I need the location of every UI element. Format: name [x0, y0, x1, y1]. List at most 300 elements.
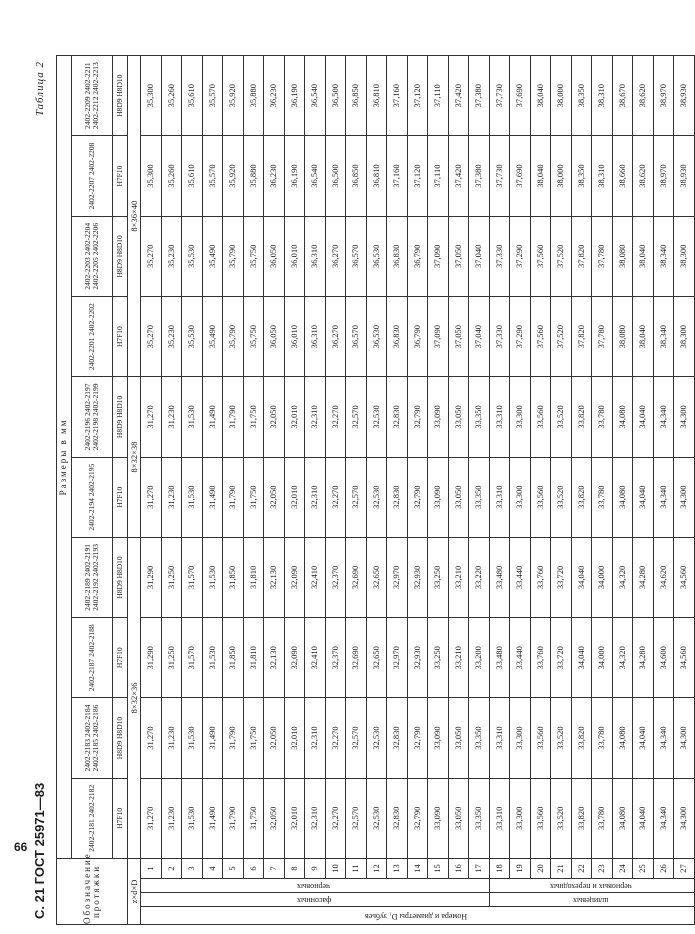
diameter-cell: 35,880 — [243, 56, 264, 136]
tooth-number: 6 — [243, 858, 264, 878]
diameter-cell: 33,440 — [510, 618, 531, 698]
diameter-cell: 38,300 — [674, 216, 695, 296]
broach-code-5: 2402-2194 2402-2195 — [72, 457, 113, 537]
diameter-cell: 31,790 — [223, 377, 244, 457]
diameter-cell: 33,350 — [469, 457, 490, 537]
group-3: 8×36×40 — [128, 56, 141, 377]
diameter-cell: 38,000 — [551, 56, 572, 136]
diameter-cell: 32,930 — [407, 537, 428, 617]
diameter-cell: 33,480 — [489, 537, 510, 617]
shaped-label: фасонных — [141, 893, 490, 907]
diameter-cell: 35,920 — [223, 56, 244, 136]
diameter-cell: 32,010 — [284, 457, 305, 537]
table-row — [407, 56, 428, 925]
diameter-cell: 38,040 — [633, 216, 654, 296]
diameter-cell: 35,610 — [182, 136, 203, 216]
tolerance-7: H7F10 — [113, 296, 128, 376]
tooth-number: 20 — [530, 858, 551, 878]
diameter-cell: 37,330 — [489, 296, 510, 376]
diameter-cell: 34,340 — [653, 778, 674, 858]
diameter-cell: 32,830 — [387, 698, 408, 778]
diameter-cell: 35,570 — [202, 56, 223, 136]
tooth-number: 24 — [612, 858, 633, 878]
diameter-cell: 31,290 — [141, 618, 162, 698]
diameter-cell: 32,530 — [366, 457, 387, 537]
diameter-cell: 33,780 — [592, 457, 613, 537]
diameter-cell: 33,760 — [530, 537, 551, 617]
diameter-cell: 32,530 — [366, 377, 387, 457]
diameter-cell: 31,230 — [161, 698, 182, 778]
table-row — [674, 56, 695, 925]
diameter-cell: 31,790 — [223, 778, 244, 858]
diameter-cell: 36,570 — [346, 296, 367, 376]
broach-code-7: 2402-2201 2402-2202 — [72, 296, 113, 376]
diameter-cell: 36,310 — [305, 296, 326, 376]
diameter-cell: 37,110 — [428, 136, 449, 216]
diameter-cell: 31,270 — [141, 698, 162, 778]
diameter-cell: 36,530 — [366, 216, 387, 296]
table-row — [305, 56, 326, 925]
broach-code-3: 2402-2187 2402-2188 — [72, 618, 113, 698]
diameter-cell: 36,850 — [346, 136, 367, 216]
diameter-cell: 35,610 — [182, 56, 203, 136]
diameter-cell: 33,350 — [469, 377, 490, 457]
diameter-cell: 38,970 — [653, 136, 674, 216]
diameter-cell: 33,090 — [428, 698, 449, 778]
diameter-cell: 31,810 — [243, 618, 264, 698]
diameter-cell: 38,930 — [674, 136, 695, 216]
diameter-cell: 36,190 — [284, 136, 305, 216]
diameter-cell: 32,010 — [284, 778, 305, 858]
diameter-cell: 33,780 — [592, 698, 613, 778]
diameter-cell: 34,320 — [612, 618, 633, 698]
diameter-cell: 33,820 — [571, 698, 592, 778]
tolerance-1: H7F10 — [113, 778, 128, 858]
table-body — [141, 56, 695, 925]
diameter-cell: 33,520 — [551, 698, 572, 778]
diameter-cell: 38,310 — [592, 136, 613, 216]
diameter-cell: 33,210 — [448, 537, 469, 617]
diameter-cell: 32,270 — [325, 698, 346, 778]
diameter-cell: 32,130 — [264, 537, 285, 617]
diameter-cell: 37,780 — [592, 296, 613, 376]
broach-code-4: 2402-2189 2402-2191 2402-2192 2402-2193 — [72, 537, 113, 617]
diameter-cell: 33,310 — [489, 778, 510, 858]
diameter-cell: 32,790 — [407, 778, 428, 858]
diameter-cell: 31,530 — [182, 698, 203, 778]
diameter-cell: 31,810 — [243, 537, 264, 617]
broach-code-6: 2402-2196 2402-2197 2402-2198 2402-2199 — [72, 377, 113, 457]
diameter-cell: 33,300 — [510, 698, 531, 778]
diameter-cell: 31,250 — [161, 537, 182, 617]
diameter-cell: 34,000 — [592, 618, 613, 698]
diameter-cell: 34,040 — [571, 537, 592, 617]
diameter-cell: 38,670 — [612, 56, 633, 136]
diameter-cell: 33,090 — [428, 377, 449, 457]
diameter-cell: 33,050 — [448, 377, 469, 457]
diameter-cell: 37,290 — [510, 296, 531, 376]
diameter-cell: 32,270 — [325, 377, 346, 457]
diameter-cell: 36,500 — [325, 56, 346, 136]
diameter-cell: 33,480 — [489, 618, 510, 698]
diameter-cell: 32,370 — [325, 537, 346, 617]
table-row — [469, 56, 490, 925]
diameter-cell: 35,920 — [223, 136, 244, 216]
diameter-cell: 36,830 — [387, 216, 408, 296]
tooth-number: 8 — [284, 858, 305, 878]
diameter-cell: 33,300 — [510, 457, 531, 537]
zxdxD-label: z×d×D — [128, 858, 141, 924]
diameter-cell: 37,090 — [428, 296, 449, 376]
diameter-cell: 36,500 — [325, 136, 346, 216]
table-row — [612, 56, 633, 925]
diameter-cell: 32,970 — [387, 618, 408, 698]
diameter-cell: 37,520 — [551, 296, 572, 376]
diameter-cell: 31,490 — [202, 778, 223, 858]
diameter-cell: 34,280 — [633, 537, 654, 617]
diameter-cell: 33,050 — [448, 698, 469, 778]
diameter-cell: 33,250 — [428, 537, 449, 617]
diameter-cell: 31,530 — [182, 377, 203, 457]
diameter-cell: 33,210 — [448, 618, 469, 698]
diameter-cell: 32,270 — [325, 457, 346, 537]
tooth-number: 18 — [489, 858, 510, 878]
diameter-cell: 37,820 — [571, 216, 592, 296]
diameter-cell: 32,650 — [366, 537, 387, 617]
diameter-cell: 35,880 — [243, 136, 264, 216]
diameter-cell: 38,080 — [612, 216, 633, 296]
diameter-cell: 38,000 — [551, 136, 572, 216]
diameter-cell: 36,230 — [264, 56, 285, 136]
diameter-cell: 37,330 — [489, 216, 510, 296]
header-standard: С. 21 ГОСТ 25971—83 — [32, 782, 47, 919]
diameter-cell: 37,160 — [387, 56, 408, 136]
diameter-cell: 37,690 — [510, 56, 531, 136]
diameter-cell: 34,340 — [653, 698, 674, 778]
diameter-cell: 36,530 — [366, 296, 387, 376]
tolerance-6: H8D9 H8D10 — [113, 377, 128, 457]
group-2: 8×32×38 — [128, 377, 141, 538]
diameter-cell: 38,970 — [653, 56, 674, 136]
diameter-cell: 32,530 — [366, 698, 387, 778]
diameter-cell: 34,040 — [633, 698, 654, 778]
diameter-cell: 34,040 — [633, 457, 654, 537]
diameter-cell: 38,350 — [571, 136, 592, 216]
tooth-number: 10 — [325, 858, 346, 878]
diameter-cell: 35,300 — [141, 136, 162, 216]
diameter-cell: 31,230 — [161, 778, 182, 858]
diameter-cell: 36,050 — [264, 216, 285, 296]
diameter-cell: 35,530 — [182, 216, 203, 296]
diameter-cell: 36,050 — [264, 296, 285, 376]
diameter-cell: 35,490 — [202, 216, 223, 296]
diameter-cell: 38,620 — [633, 56, 654, 136]
diameter-cell: 32,830 — [387, 778, 408, 858]
tolerance-2: H8D9 H8D10 — [113, 698, 128, 778]
diameter-cell: 33,440 — [510, 537, 531, 617]
page-number: 66 — [14, 840, 28, 854]
table-row — [202, 56, 223, 925]
table-row — [653, 56, 674, 925]
diameter-cell: 32,830 — [387, 377, 408, 457]
diameter-cell: 31,750 — [243, 778, 264, 858]
diameter-cell: 32,130 — [264, 618, 285, 698]
table-row — [264, 56, 285, 925]
table-container — [56, 55, 689, 925]
table-title: Размеры в мм — [57, 56, 72, 859]
diameter-cell: 34,560 — [674, 537, 695, 617]
diameter-cell: 33,820 — [571, 778, 592, 858]
table-row — [243, 56, 264, 925]
diameter-cell: 33,200 — [469, 618, 490, 698]
diameter-cell: 36,230 — [264, 136, 285, 216]
tooth-number: 12 — [366, 858, 387, 878]
tolerance-5: H7F10 — [113, 457, 128, 537]
diameter-cell: 38,040 — [530, 56, 551, 136]
diameter-cell: 32,310 — [305, 457, 326, 537]
diameter-cell: 37,290 — [510, 216, 531, 296]
table-row — [571, 56, 592, 925]
diameter-cell: 35,570 — [202, 136, 223, 216]
diameter-cell: 31,790 — [223, 698, 244, 778]
diameter-cell: 31,850 — [223, 618, 244, 698]
diameter-cell: 32,690 — [346, 537, 367, 617]
tooth-number: 14 — [407, 858, 428, 878]
designation-label: Обозначение протяжки — [57, 858, 128, 924]
rotated-page — [30, 55, 689, 925]
diameter-cell: 33,310 — [489, 457, 510, 537]
diameter-cell: 32,050 — [264, 377, 285, 457]
diameter-cell: 31,570 — [182, 537, 203, 617]
diameter-cell: 33,310 — [489, 698, 510, 778]
diameter-cell: 33,520 — [551, 778, 572, 858]
diameter-cell: 31,570 — [182, 618, 203, 698]
diameter-cell: 31,270 — [141, 778, 162, 858]
diameter-cell: 34,300 — [674, 698, 695, 778]
diameter-cell: 31,530 — [202, 618, 223, 698]
diameter-cell: 32,830 — [387, 457, 408, 537]
tooth-number: 4 — [202, 858, 223, 878]
diameter-cell: 37,120 — [407, 56, 428, 136]
table-row — [223, 56, 244, 925]
diameter-cell: 33,310 — [489, 377, 510, 457]
diameter-cell: 31,750 — [243, 698, 264, 778]
diameter-cell: 31,790 — [223, 457, 244, 537]
table-row — [592, 56, 613, 925]
diameter-cell: 38,350 — [571, 56, 592, 136]
diameter-cell: 36,790 — [407, 296, 428, 376]
diameter-cell: 35,260 — [161, 136, 182, 216]
diameter-cell: 35,750 — [243, 296, 264, 376]
diameter-cell: 37,120 — [407, 136, 428, 216]
diameter-cell: 32,310 — [305, 698, 326, 778]
diameter-cell: 37,780 — [592, 216, 613, 296]
diameter-cell: 34,560 — [674, 618, 695, 698]
diameter-cell: 33,820 — [571, 457, 592, 537]
table-row — [489, 56, 510, 925]
broach-code-9: 2402-2207 2402-2208 — [72, 136, 113, 216]
diameter-cell: 33,050 — [448, 778, 469, 858]
table-row — [387, 56, 408, 925]
diameter-cell: 31,530 — [182, 778, 203, 858]
diameter-cell: 31,250 — [161, 618, 182, 698]
diameter-cell: 37,730 — [489, 136, 510, 216]
diameter-cell: 38,310 — [592, 56, 613, 136]
diameter-cell: 33,560 — [530, 778, 551, 858]
diameter-cell: 33,050 — [448, 457, 469, 537]
diameter-cell: 34,040 — [633, 778, 654, 858]
roughing-label: черновых — [141, 879, 490, 893]
diameter-cell: 37,040 — [469, 216, 490, 296]
diameter-cell: 33,760 — [530, 618, 551, 698]
diameter-cell: 36,010 — [284, 216, 305, 296]
diameter-cell: 31,230 — [161, 377, 182, 457]
diameter-cell: 33,090 — [428, 457, 449, 537]
tooth-number: 1 — [141, 858, 162, 878]
diameter-cell: 33,220 — [469, 537, 490, 617]
table-row — [182, 56, 203, 925]
tooth-number: 25 — [633, 858, 654, 878]
diameter-cell: 36,310 — [305, 216, 326, 296]
diameter-cell: 34,080 — [612, 457, 633, 537]
diameter-cell: 37,520 — [551, 216, 572, 296]
diameter-cell: 31,490 — [202, 698, 223, 778]
diameter-cell: 32,050 — [264, 778, 285, 858]
diameter-cell: 38,930 — [674, 56, 695, 136]
diameter-cell: 38,340 — [653, 216, 674, 296]
codes-row — [72, 56, 113, 925]
diameter-cell: 32,310 — [305, 778, 326, 858]
diameter-cell: 35,230 — [161, 216, 182, 296]
diameter-cell: 37,110 — [428, 56, 449, 136]
diameter-cell: 38,660 — [612, 136, 633, 216]
tooth-number: 19 — [510, 858, 531, 878]
table-row — [510, 56, 531, 925]
broach-code-10: 2402-2209 2402-2211 2402-2212 2402-2213 — [72, 56, 113, 136]
diameter-cell: 36,810 — [366, 56, 387, 136]
diameter-cell: 34,080 — [612, 698, 633, 778]
diameter-cell: 37,420 — [448, 136, 469, 216]
diameter-cell: 31,530 — [182, 457, 203, 537]
diameter-cell: 33,350 — [469, 698, 490, 778]
diameter-cell: 31,750 — [243, 377, 264, 457]
diameter-cell: 36,010 — [284, 296, 305, 376]
diameter-cell: 33,250 — [428, 618, 449, 698]
diameter-cell: 32,570 — [346, 698, 367, 778]
diameter-cell: 37,560 — [530, 216, 551, 296]
diameter-cell: 35,270 — [141, 216, 162, 296]
diameter-cell: 36,790 — [407, 216, 428, 296]
diameter-cell: 34,340 — [653, 457, 674, 537]
group-1: 8×32×36 — [128, 537, 141, 858]
diameter-cell: 31,490 — [202, 377, 223, 457]
diameter-cell: 37,560 — [530, 296, 551, 376]
diameter-cell: 32,310 — [305, 377, 326, 457]
diameter-cell: 31,290 — [141, 537, 162, 617]
tooth-number: 13 — [387, 858, 408, 878]
tolerance-10: H8D9 H8D10 — [113, 56, 128, 136]
table-row — [428, 56, 449, 925]
table-row — [325, 56, 346, 925]
diameter-cell: 32,530 — [366, 778, 387, 858]
tooth-number: 23 — [592, 858, 613, 878]
diameter-cell: 33,520 — [551, 377, 572, 457]
diameter-cell: 35,790 — [223, 296, 244, 376]
diameter-cell: 34,040 — [633, 377, 654, 457]
diameter-cell: 33,720 — [551, 618, 572, 698]
diameter-cell: 32,090 — [284, 537, 305, 617]
diameter-cell: 34,340 — [653, 377, 674, 457]
diameter-cell: 38,340 — [653, 296, 674, 376]
diameter-cell: 35,790 — [223, 216, 244, 296]
diameter-cell: 32,090 — [284, 618, 305, 698]
diameter-cell: 33,780 — [592, 377, 613, 457]
diameter-cell: 32,650 — [366, 618, 387, 698]
table-row — [161, 56, 182, 925]
diameter-cell: 33,300 — [510, 778, 531, 858]
table-row — [284, 56, 305, 925]
diameter-cell: 38,620 — [633, 136, 654, 216]
diameter-cell: 34,080 — [612, 377, 633, 457]
diameter-cell: 32,010 — [284, 698, 305, 778]
diameter-cell: 32,570 — [346, 778, 367, 858]
diameter-cell: 36,570 — [346, 216, 367, 296]
table-caption: Таблица 2 — [34, 61, 46, 117]
diameter-cell: 35,750 — [243, 216, 264, 296]
tooth-number: 27 — [674, 858, 695, 878]
diameter-cell: 35,490 — [202, 296, 223, 376]
diameter-cell: 33,820 — [571, 377, 592, 457]
diameter-cell: 35,270 — [141, 296, 162, 376]
page-header — [30, 55, 52, 925]
tolerance-4: H8D9 H8D10 — [113, 537, 128, 617]
diameter-cell: 35,300 — [141, 56, 162, 136]
teeth-number-label: Номера и диаметры D₁ зубьев — [141, 907, 695, 925]
diameter-cell: 32,370 — [325, 618, 346, 698]
table-row — [551, 56, 572, 925]
tolerance-3: H7F10 — [113, 618, 128, 698]
diameter-cell: 35,530 — [182, 296, 203, 376]
diameter-cell: 36,270 — [325, 216, 346, 296]
diameter-cell: 37,820 — [571, 296, 592, 376]
diameter-cell: 31,850 — [223, 537, 244, 617]
tooth-number: 16 — [448, 858, 469, 878]
diameter-cell: 34,300 — [674, 377, 695, 457]
diameter-cell: 32,790 — [407, 457, 428, 537]
diameter-cell: 36,810 — [366, 136, 387, 216]
tooth-number: 9 — [305, 858, 326, 878]
diameter-cell: 38,080 — [612, 296, 633, 376]
table-row — [141, 56, 162, 925]
diameter-cell: 31,270 — [141, 457, 162, 537]
diameter-cell: 34,620 — [653, 537, 674, 617]
diameter-cell: 38,040 — [530, 136, 551, 216]
diameter-cell: 32,410 — [305, 537, 326, 617]
diameter-cell: 37,050 — [448, 216, 469, 296]
diameter-cell: 34,000 — [592, 537, 613, 617]
diameter-cell: 34,280 — [633, 618, 654, 698]
broach-code-2: 2402-2183 2402-2184 2402-2185 2402-2186 — [72, 698, 113, 778]
tooth-number: 7 — [264, 858, 285, 878]
diameter-cell: 33,780 — [592, 778, 613, 858]
tooth-number: 3 — [182, 858, 203, 878]
diameter-cell: 31,230 — [161, 457, 182, 537]
diameter-cell: 33,560 — [530, 377, 551, 457]
tooth-number: 11 — [346, 858, 367, 878]
diameter-cell: 33,520 — [551, 457, 572, 537]
diameter-cell: 32,270 — [325, 778, 346, 858]
tolerance-9: H7F10 — [113, 136, 128, 216]
